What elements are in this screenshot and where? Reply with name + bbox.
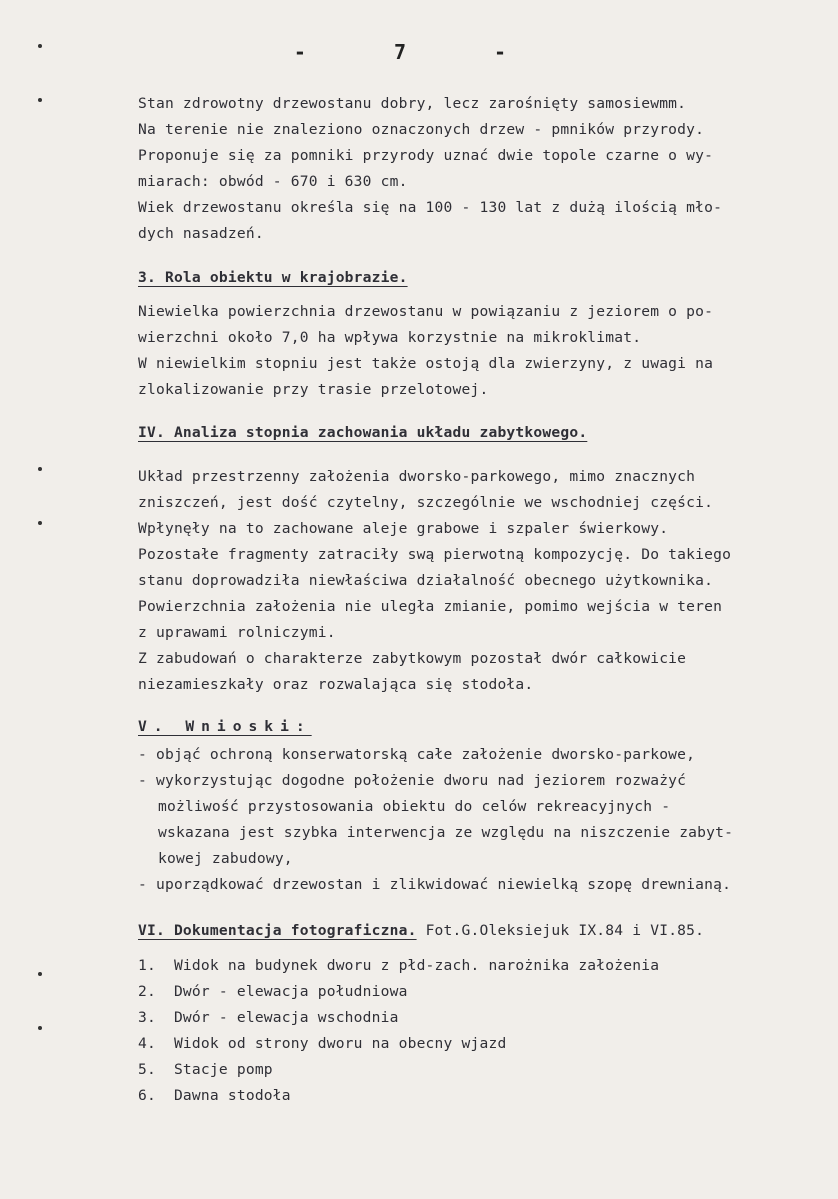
photo-list-item: 1. Widok na budynek dworu z płd-zach. narożnika założenia (138, 957, 660, 974)
text-line: Pozostałe fragmenty zatraciły swą pierwotną kompozycję. Do takiego (138, 546, 732, 563)
text-line: miarach: obwód - 670 i 630 cm. (138, 173, 408, 190)
section-conclusions-list (138, 742, 818, 898)
photo-list-item: 5. Stacje pomp (138, 1061, 273, 1078)
photo-list (138, 953, 818, 1109)
text-line: Niewielka powierzchnia drzewostanu w powiązaniu z jeziorem o po- (138, 303, 714, 320)
text-line: Proponuje się za pomniki przyrody uznać dwie topole czarne o wy- (138, 147, 714, 164)
text-line: Wpłynęły na to zachowane aleje grabowe i szpaler świerkowy. (138, 520, 669, 537)
section-heading: 3. Rola obiektu w krajobrazie. (138, 269, 408, 286)
photo-list-item: 2. Dwór - elewacja południowa (138, 983, 408, 1000)
text-line: niezamieszkały oraz rozwalająca się stodoła. (138, 676, 534, 693)
section-tree-state (138, 91, 818, 247)
text-line: Wiek drzewostanu określa się na 100 - 130 lat z dużą ilością mło- (138, 199, 723, 216)
section-photo-documentation (138, 918, 818, 944)
text-line: Stan zdrowotny drzewostanu dobry, lecz zarośnięty samosiewmm. (138, 95, 687, 112)
margin-punch-mark (38, 1026, 42, 1030)
text-line: Na terenie nie znaleziono oznaczonych drzew - pmników przyrody. (138, 121, 705, 138)
text-line: wierzchni około 7,0 ha wpływa korzystnie na mikroklimat. (138, 329, 642, 346)
margin-punch-mark (38, 972, 42, 976)
list-item: - objąć ochroną konserwatorską całe założenie dworsko-parkowe, (138, 746, 696, 763)
photo-list-item: 4. Widok od strony dworu na obecny wjazd (138, 1035, 507, 1052)
list-item: - uporządkować drzewostan i zlikwidować niewielką szopę drewnianą. (138, 876, 732, 893)
text-line: Powierzchnia założenia nie uległa zmianie, pomimo wejścia w teren (138, 598, 723, 615)
section-conclusions (138, 714, 818, 740)
list-item-continuation: wskazana jest szybka interwencja ze względu na niszczenie zabyt- (158, 824, 734, 841)
text-line: dych nasadzeń. (138, 225, 264, 242)
list-item-continuation: możliwość przystosowania obiektu do celów rekreacyjnych - (158, 798, 671, 815)
text-line: zlokalizowanie przy trasie przelotowej. (138, 381, 489, 398)
margin-punch-mark (38, 467, 42, 471)
photo-list-item: 6. Dawna stodoła (138, 1087, 291, 1104)
text-line: Układ przestrzenny założenia dworsko-parkowego, mimo znacznych (138, 468, 696, 485)
section-heading: IV. Analiza stopnia zachowania układu zabytkowego. (138, 424, 588, 441)
text-line: stanu doprowadziła niewłaściwa działalność obecnego użytkownika. (138, 572, 714, 589)
margin-punch-mark (38, 98, 42, 102)
margin-punch-mark (38, 521, 42, 525)
text-line: z uprawami rolniczymi. (138, 624, 336, 641)
section-role-in-landscape (138, 265, 818, 291)
list-item-continuation: kowej zabudowy, (158, 850, 293, 867)
photo-credit: Fot.G.Oleksiejuk IX.84 i VI.85. (416, 922, 705, 939)
section-analysis-body (138, 464, 818, 698)
list-item: - wykorzystując dogodne położenie dworu nad jeziorem rozważyć (138, 772, 687, 789)
section-role-body (138, 299, 818, 403)
section-heading: VI. Dokumentacja fotograficzna. (138, 922, 417, 939)
text-line: W niewielkim stopniu jest także ostoją dla zwierzyny, z uwagi na (138, 355, 714, 372)
section-analysis (138, 420, 818, 446)
photo-list-item: 3. Dwór - elewacja wschodnia (138, 1009, 399, 1026)
section-heading: V. Wnioski: (138, 718, 312, 735)
text-line: Z zabudowań o charakterze zabytkowym pozostał dwór całkowicie (138, 650, 687, 667)
text-line: zniszczeń, jest dość czytelny, szczególnie we wschodniej części. (138, 494, 714, 511)
section-heading-row (138, 918, 818, 944)
page-number: - 7 - (293, 40, 545, 64)
